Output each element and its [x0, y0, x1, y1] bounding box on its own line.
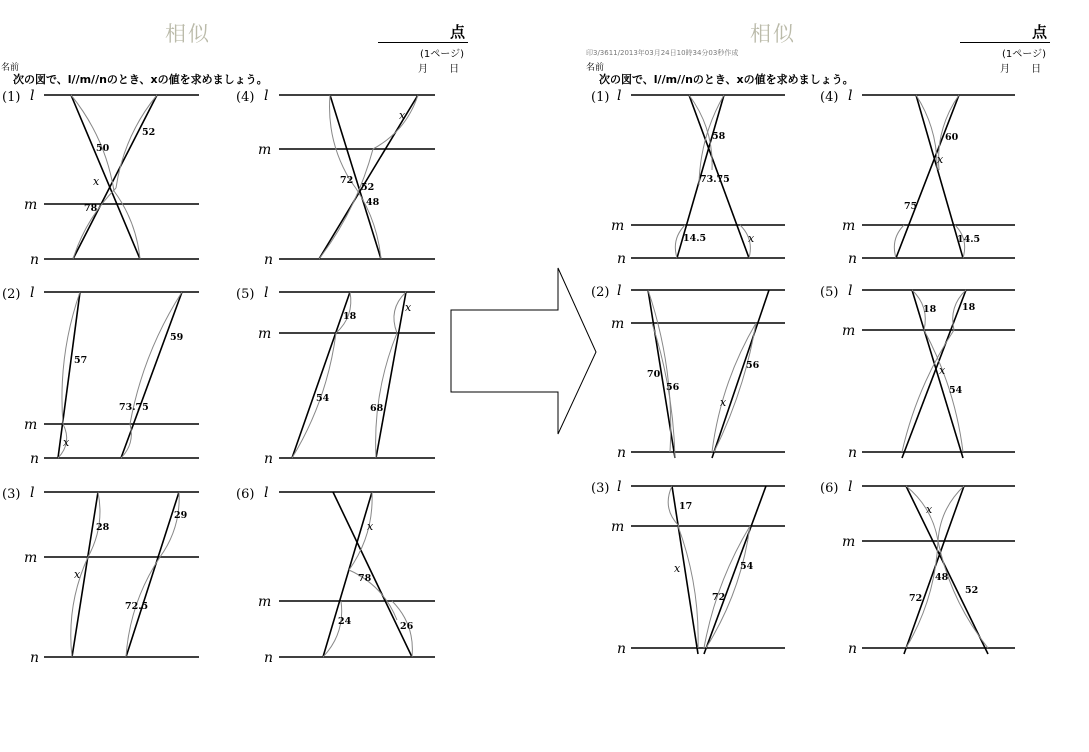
- transversal-line: [292, 292, 350, 458]
- figure-number: (4): [236, 90, 255, 105]
- transversal-line: [73, 95, 157, 259]
- transversal-line: [330, 95, 381, 259]
- segment-value: 14.5: [683, 233, 707, 244]
- transversal-line: [916, 95, 963, 258]
- line-label-m: m: [24, 197, 38, 213]
- line-label-m: m: [258, 594, 272, 610]
- length-arc: [704, 526, 750, 648]
- name-label: 名前: [1, 63, 20, 73]
- segment-value: 75: [904, 201, 918, 212]
- line-label-m: m: [611, 519, 625, 535]
- segment-value: 57: [74, 355, 88, 366]
- figure-number: (6): [820, 481, 839, 496]
- line-label-n: n: [617, 251, 627, 267]
- figure-number: (2): [591, 285, 610, 300]
- segment-value: 72: [909, 593, 923, 604]
- length-arc: [349, 570, 397, 620]
- unknown-x-label: x: [926, 503, 933, 516]
- segment-value: 18: [962, 302, 976, 313]
- transversal-line: [912, 290, 963, 458]
- segment-value: 48: [366, 197, 380, 208]
- transversal-line: [902, 290, 966, 458]
- segment-value: 52: [965, 585, 979, 596]
- transversal-line: [376, 292, 406, 458]
- segment-value: 17: [679, 501, 693, 512]
- line-label-l: l: [30, 485, 35, 501]
- segment-value: 78: [84, 203, 98, 214]
- line-label-n: n: [848, 445, 858, 461]
- line-label-l: l: [617, 479, 622, 495]
- line-label-m: m: [842, 323, 856, 339]
- line-label-m: m: [842, 534, 856, 550]
- unknown-x-label: x: [93, 175, 100, 188]
- figure-number: (3): [2, 487, 21, 502]
- length-arc: [938, 541, 988, 648]
- figure-number: (4): [820, 90, 839, 105]
- line-label-n: n: [617, 641, 627, 657]
- figure-number: (3): [591, 481, 610, 496]
- unknown-x-label: x: [720, 396, 727, 409]
- line-label-n: n: [848, 251, 858, 267]
- line-label-l: l: [617, 283, 622, 299]
- figure-number: (1): [591, 90, 610, 105]
- unknown-x-label: x: [937, 153, 944, 166]
- line-label-n: n: [848, 641, 858, 657]
- line-label-l: l: [848, 88, 853, 104]
- segment-value: 52: [361, 182, 375, 193]
- transversal-line: [712, 290, 769, 458]
- line-label-l: l: [30, 285, 35, 301]
- segment-value: 50: [96, 143, 110, 154]
- length-arc: [330, 95, 350, 180]
- segment-value: 54: [740, 561, 754, 572]
- segment-value: 72: [340, 175, 354, 186]
- unknown-x-label: x: [939, 364, 946, 377]
- transversal-line: [904, 486, 964, 654]
- transversal-line: [333, 492, 412, 657]
- segment-value: 73.75: [119, 402, 149, 413]
- length-arc: [116, 95, 157, 188]
- date-label: 月 日: [1000, 64, 1042, 75]
- segment-value: 29: [174, 510, 188, 521]
- figure-number: (6): [236, 487, 255, 502]
- segment-value: 59: [170, 332, 184, 343]
- line-label-n: n: [264, 252, 274, 268]
- transversal-line: [906, 486, 988, 654]
- transversal-line: [896, 95, 959, 258]
- segment-value: 78: [358, 573, 372, 584]
- unknown-x-label: x: [367, 520, 374, 533]
- line-label-l: l: [264, 485, 269, 501]
- transversal-line: [121, 292, 182, 458]
- length-arc: [73, 188, 116, 259]
- score-label: 点: [450, 23, 466, 41]
- worksheet-title: 相似: [750, 22, 796, 46]
- unknown-x-label: x: [674, 562, 681, 575]
- segment-value: 68: [370, 403, 384, 414]
- segment-value: 24: [338, 616, 352, 627]
- line-label-m: m: [258, 326, 272, 342]
- segment-value: 26: [400, 621, 414, 632]
- line-label-n: n: [30, 252, 40, 268]
- line-label-l: l: [264, 88, 269, 104]
- name-label: 名前: [586, 63, 605, 73]
- segment-value: 14.5: [957, 234, 981, 245]
- segment-value: 18: [343, 311, 357, 322]
- segment-value: 70: [647, 369, 661, 380]
- print-info: 印3/3611/2013年03月24日10時34分03秒作成: [586, 49, 739, 57]
- unknown-x-label: x: [748, 232, 755, 245]
- figure-number: (2): [2, 287, 21, 302]
- line-label-m: m: [258, 142, 272, 158]
- figure-number: (5): [820, 285, 839, 300]
- length-arc: [938, 486, 964, 541]
- segment-value: 58: [712, 131, 726, 142]
- line-label-l: l: [30, 88, 35, 104]
- transversal-line: [126, 492, 179, 657]
- segment-value: 28: [96, 522, 110, 533]
- segment-value: 54: [949, 385, 963, 396]
- worksheet-title: 相似: [165, 22, 211, 46]
- line-label-l: l: [617, 88, 622, 104]
- line-label-l: l: [264, 285, 269, 301]
- line-label-m: m: [611, 218, 625, 234]
- line-label-n: n: [30, 451, 40, 467]
- unknown-x-label: x: [399, 109, 406, 122]
- date-label: 月 日: [418, 64, 460, 75]
- score-label: 点: [1032, 23, 1048, 41]
- transversal-line: [71, 95, 140, 259]
- unknown-x-label: x: [63, 436, 70, 449]
- line-label-m: m: [24, 417, 38, 433]
- line-label-n: n: [264, 451, 274, 467]
- instruction-text: 次の図で、l//m//nのとき、xの値を求めましょう。: [599, 73, 854, 86]
- instruction-text: 次の図で、l//m//nのとき、xの値を求めましょう。: [13, 73, 268, 86]
- length-arc: [712, 323, 756, 452]
- unknown-x-label: x: [74, 568, 81, 581]
- segment-value: 60: [945, 132, 959, 143]
- transversal-line: [58, 292, 80, 458]
- length-arc: [373, 95, 418, 149]
- segment-value: 72.5: [125, 601, 149, 612]
- segment-value: 56: [666, 382, 680, 393]
- line-label-m: m: [842, 218, 856, 234]
- segment-value: 56: [746, 360, 760, 371]
- unknown-x-label: x: [405, 301, 412, 314]
- line-label-n: n: [617, 445, 627, 461]
- line-label-l: l: [848, 283, 853, 299]
- line-label-m: m: [24, 550, 38, 566]
- transversal-line: [704, 486, 766, 654]
- figure-number: (5): [236, 287, 255, 302]
- line-label-m: m: [611, 316, 625, 332]
- segment-value: 54: [316, 393, 330, 404]
- segment-value: 72: [712, 592, 726, 603]
- segment-value: 18: [923, 304, 937, 315]
- page-label: (1ページ): [420, 49, 464, 60]
- line-label-n: n: [264, 650, 274, 666]
- page-label: (1ページ): [1002, 49, 1046, 60]
- line-label-n: n: [30, 650, 40, 666]
- segment-value: 48: [935, 572, 949, 583]
- segment-value: 73.75: [700, 174, 730, 185]
- line-label-l: l: [848, 479, 853, 495]
- segment-value: 52: [142, 127, 156, 138]
- figure-number: (1): [2, 90, 21, 105]
